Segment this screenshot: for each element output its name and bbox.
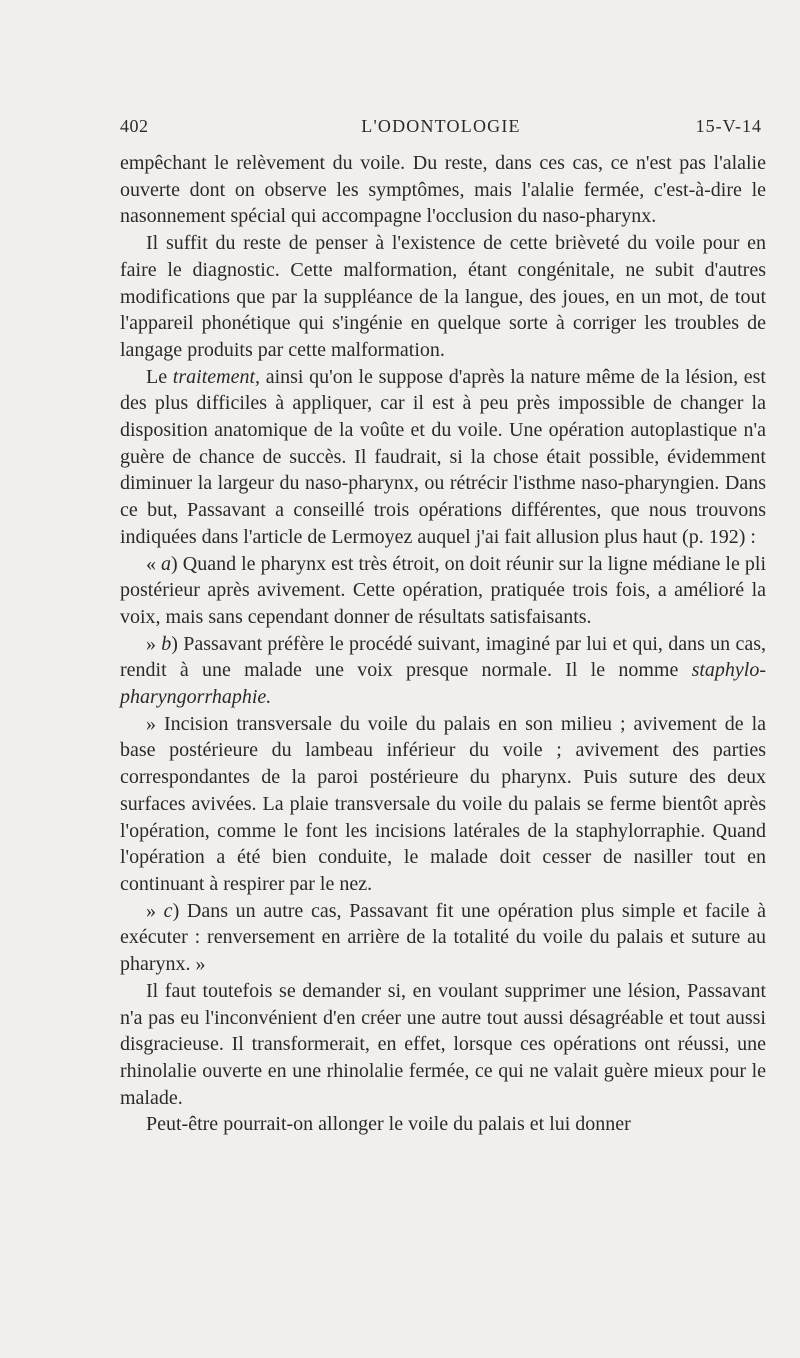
issue-date: 15-V-14 <box>695 116 762 136</box>
text-run: ainsi qu'on le suppose d'après la nature même de la lésion, est des plus difficiles à appliquer, car il est à peu près impossible de changer la disposition anatomique de la voûte et du voile. Une opération autoplastique n'a guère de chance de succès. Il faudrait, si la chose était possible, évidemment diminuer la largeur du naso-pharynx, ou rétrécir l'isthme naso-pharyngien. Dans ce but, Passavant a conseillé trois opérations différentes, que nous trouvons indiquées dans l'article de Lermoyez auquel j'ai fait allusion plus haut (p. 192) : <box>120 365 766 548</box>
italic-letter: b <box>161 632 172 655</box>
italic-letter: c <box>163 899 173 922</box>
italic-term: traitement, <box>172 365 261 388</box>
running-header <box>120 116 762 146</box>
journal-title: L'ODONTOLOGIE <box>361 116 521 136</box>
paragraph: Il faut toutefois se demander si, en voulant supprimer une lésion, Passavant n'a pas eu l'inconvénient d'en créer une autre tout aussi désagréable et tout aussi disgracieuse. Il transformerait, en effet, lorsque ces opérations ont réussi, une rhinolalie ouverte en une rhinolalie fermée, ce qui ne valait guère mieux pour le malade. <box>120 979 766 1109</box>
body-text <box>120 150 766 1138</box>
text-run: ) Quand le pharynx est très étroit, on doit réunir sur la ligne médiane le pli postérieur après avivement. Cette opération, pratiquée trois fois, a amélioré la voix, mais sans cependant donner de résultats satisfaisants. <box>120 552 766 628</box>
text-run: Le <box>146 365 173 388</box>
paragraph <box>120 364 766 551</box>
paragraph: Il suffit du reste de penser à l'existence de cette brièveté du voile pour en faire le diagnostic. Cette malformation, étant congénitale, ne subit d'autres modifications que par la suppléance de la langue, des joues, en un mot, de tout l'appareil phonétique qui s'ingénie en quelque sorte à corriger les troubles de langage produits par cette malformation. <box>120 232 766 361</box>
text-run: ) Dans un autre cas, Passavant fit une opération plus simple et facile à exécuter : renversement en arrière de la totalité du voile du palais et suture au pharynx. » <box>120 899 766 976</box>
text-run: ) Passavant préfère le procédé suivant, imaginé par lui et qui, dans un cas, rendit à une malade une voix presque normale. Il le nomme <box>120 632 766 682</box>
text-run: » <box>146 632 162 655</box>
paragraph <box>120 898 766 978</box>
paragraph <box>120 551 766 631</box>
paragraph: Peut-être pourrait-on allonger le voile du palais et lui donner <box>146 1113 631 1136</box>
italic-letter: a <box>161 552 172 575</box>
paragraph <box>120 631 766 711</box>
text-run: » <box>146 899 164 922</box>
paragraph: » Incision transversale du voile du palais en son milieu ; avivement de la base postérieure du lambeau inférieur du voile ; avivement des parties correspondantes de la paroi postérieure du pharynx. Puis suture des deux surfaces avivées. La plaie transversale du voile du palais se ferme bientôt après l'opération, comme le font les incisions latérales de la staphylorraphie. Quand l'opération a été bien conduite, le malade doit cesser de nasiller tout en continuant à respirer par le nez. <box>120 712 766 895</box>
paragraph: empêchant le relèvement du voile. Du reste, dans ces cas, ce n'est pas l'alalie ouverte dont on observe les symptômes, mais l'alalie fermée, c'est-à-dire le nasonnement spécial qui accompagne l'occlusion du naso-pharynx. <box>120 152 766 228</box>
italic-term: staphylo-pharyngorrhaphie. <box>120 659 766 709</box>
page-number: 402 <box>120 116 149 136</box>
text-run: « <box>146 552 162 575</box>
